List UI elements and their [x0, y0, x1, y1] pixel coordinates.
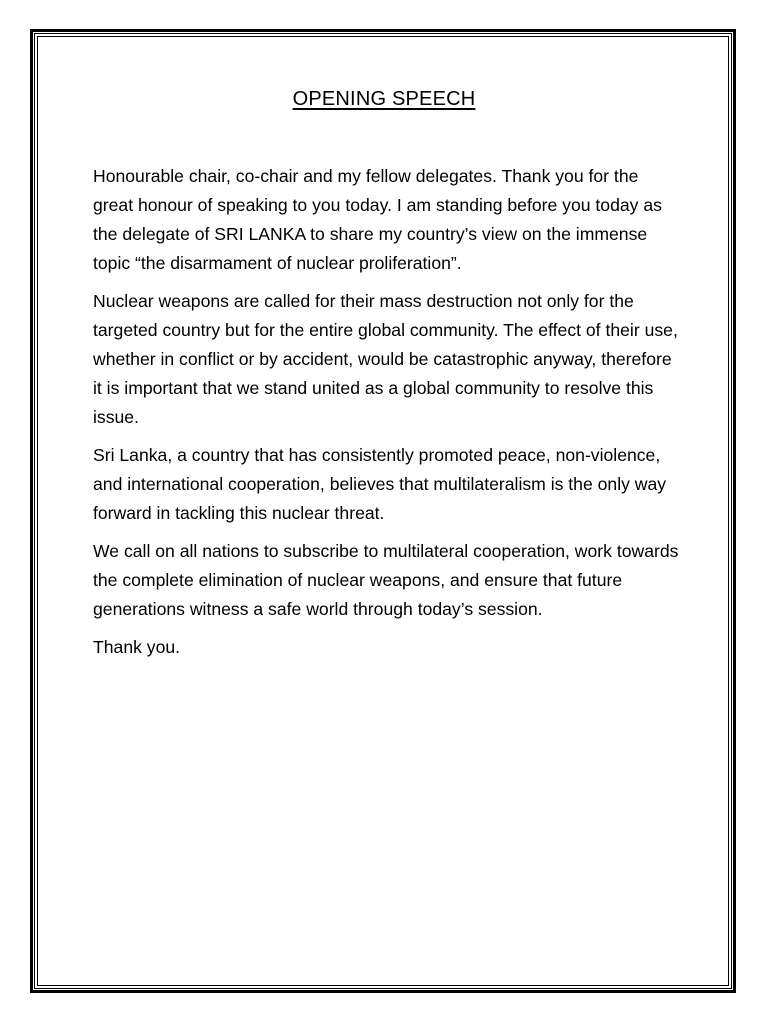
paragraph-closing: Thank you. [93, 637, 181, 657]
document-title: OPENING SPEECH [292, 88, 476, 110]
paragraph-greeting: Honourable chair, co-chair and my fellow delegates. Thank you for the great honour of speaking to you today. I am standing before you today as the delegate of SRI LANKA to share my country’s view on the immense topic “the disarmament of nuclear proliferation”. [93, 166, 662, 273]
paragraph-nuclear-weapons: Nuclear weapons are called for their mass destruction not only for the targeted country but for the entire global community. The effect of their use, whether in conflict or by accident, would be catastrophic anyway, therefore it is important that we stand united as a global community to resolve this issue. [93, 291, 678, 427]
paragraph-sri-lanka-position: Sri Lanka, a country that has consistently promoted peace, non-violence, and international cooperation, believes that multilateralism is the only way forward in tackling this nuclear threat. [93, 445, 667, 523]
speech-body [93, 162, 683, 671]
paragraph-call-to-action: We call on all nations to subscribe to multilateral cooperation, work towards the complete elimination of nuclear weapons, and ensure that future generations witness a safe world through today’s session. [93, 541, 679, 619]
